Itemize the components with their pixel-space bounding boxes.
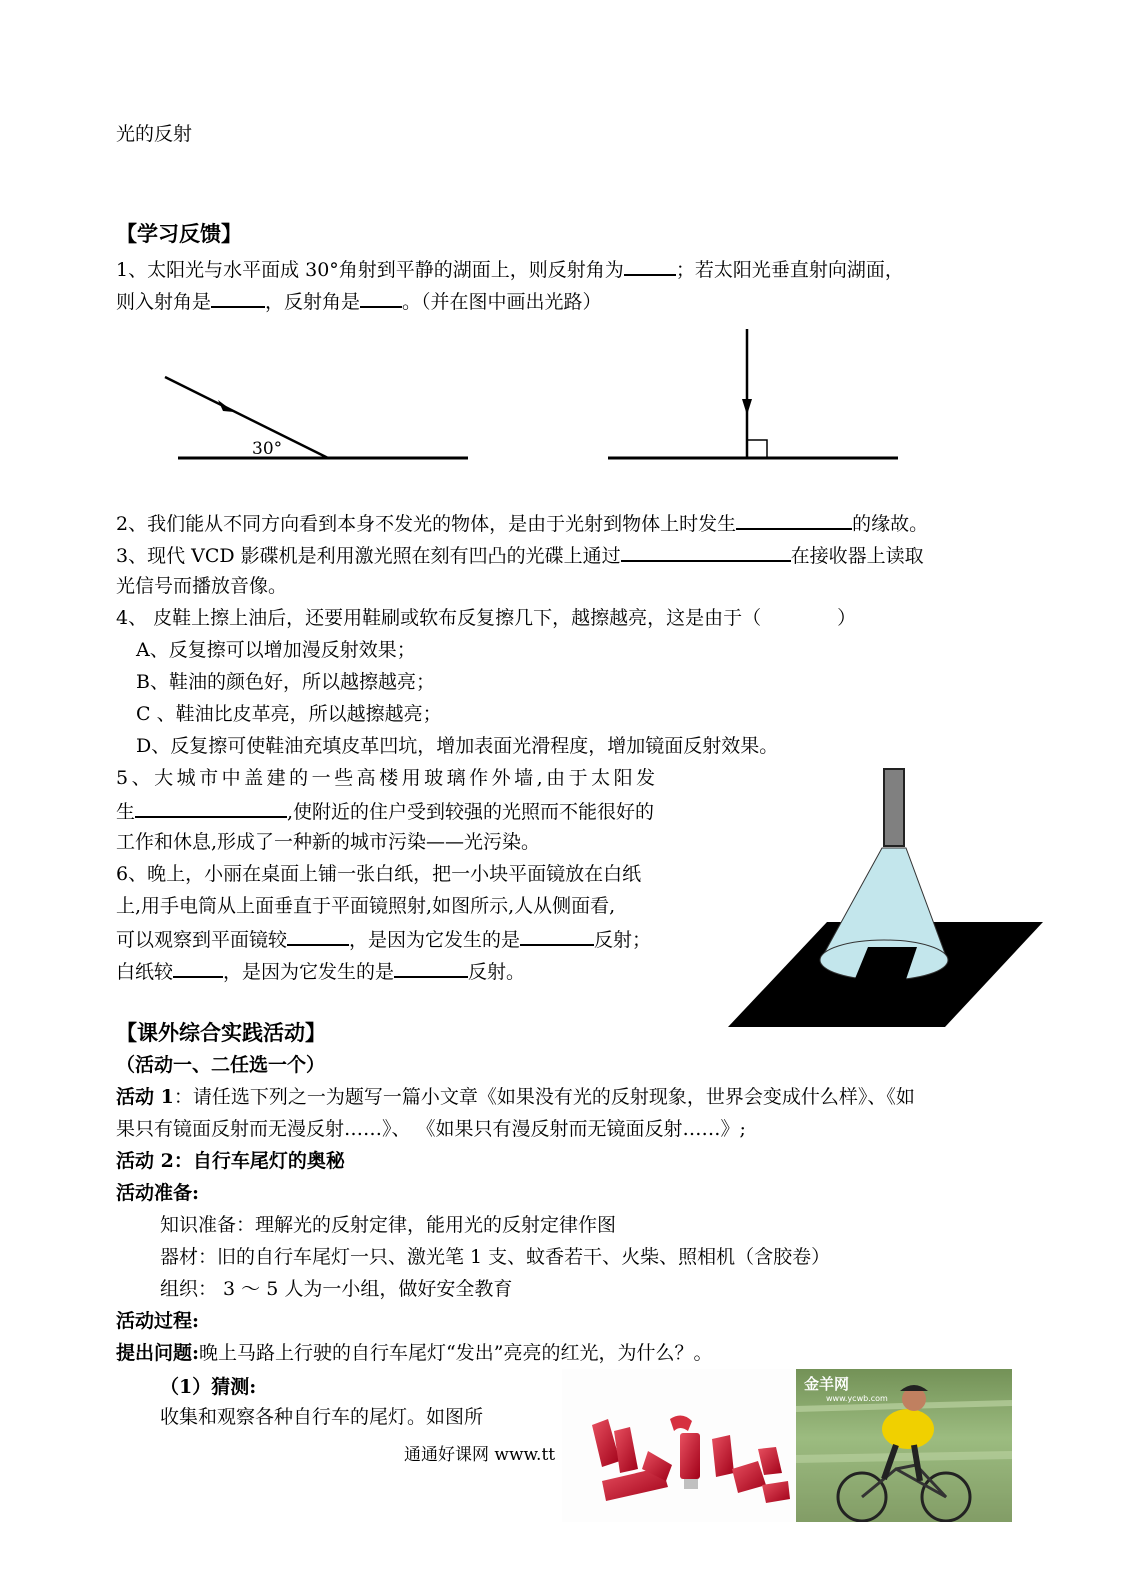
- answer-blank: [624, 256, 676, 276]
- prep-organization: 组织： 3 ～ 5 人为一小组，做好安全教育: [160, 1278, 513, 1300]
- section-heading-practice: 【课外综合实践活动】: [116, 1020, 326, 1045]
- figure-perpendicular-incidence: [600, 325, 910, 470]
- activity-process-title: 活动过程:: [116, 1310, 200, 1332]
- question-3-line-1: [116, 542, 924, 568]
- activity-1-line-1: [116, 1085, 915, 1109]
- q6-text: 反射；: [594, 929, 652, 951]
- incident-ray: [165, 377, 328, 458]
- document-title: 光的反射: [116, 123, 193, 145]
- activity-1-text: ：请任选下列之一为题写一篇小文章《如果没有光的反射现象，世界会变成什么样》、《如: [173, 1086, 915, 1108]
- answer-blank: [211, 288, 265, 308]
- guess-title: （1）猜测:: [160, 1376, 257, 1398]
- prep-knowledge: 知识准备：理解光的反射定律，能用光的反射定律作图: [160, 1214, 617, 1236]
- question-4-option-d: D、反复擦可使鞋油充填皮革凹坑，增加表面光滑程度，增加镜面反射效果。: [136, 735, 779, 757]
- answer-blank: [173, 958, 223, 978]
- q2-text-a: 2、我们能从不同方向看到本身不发光的物体，是由于光射到物体上时发生: [116, 513, 737, 535]
- question-4-stem: 4、 皮鞋上擦上油后，还要用鞋刷或软布反复擦几下，越擦越亮，这是由于（ ）: [116, 607, 857, 629]
- q5-text-c: ,使附近的住户受到较强的光照而不能很好的: [287, 801, 655, 823]
- ray-arrow-icon: [218, 400, 234, 412]
- q1-text-e: 。（并在图中画出光路）: [402, 291, 602, 313]
- activity-1-line-2: 果只有镜面反射而无漫反射……》、 《如果只有漫反射而无镜面反射……》;: [116, 1118, 746, 1140]
- taillight-piece: [680, 1433, 700, 1479]
- cyclist-illustration: [796, 1369, 1012, 1522]
- cyclist-photo: [796, 1369, 1012, 1522]
- q6-text: 白纸较: [116, 961, 174, 983]
- taillights-illustration: [562, 1369, 796, 1522]
- figure-incidence-30-degree: [160, 370, 480, 470]
- question-4-option-c: C 、鞋油比皮革亮，所以越擦越亮；: [136, 703, 442, 725]
- q1-text-d: ，反射角是: [265, 291, 361, 313]
- q3-text-a: 3、现代 VCD 影碟机是利用激光照在刻有凹凸的光碟上通过: [116, 545, 621, 567]
- q6-text: ，是因为它发生的是: [223, 961, 395, 983]
- q5-text-b: 生: [116, 801, 136, 823]
- activity-choice-note: （活动一、二任选一个）: [116, 1054, 326, 1076]
- question-1-line-2: [116, 288, 602, 314]
- taillight-piece: [762, 1481, 790, 1503]
- activity-2-title: 活动 2：自行车尾灯的奥秘: [116, 1150, 345, 1172]
- taillight-piece: [712, 1435, 734, 1477]
- q1-text-b: ；若太阳光垂直射向湖面，: [675, 259, 904, 281]
- question-5-line-3: 工作和休息,形成了一种新的城市污染——光污染。: [116, 831, 541, 853]
- activity-prep-title: 活动准备:: [116, 1182, 200, 1204]
- motion-streak: [796, 1455, 1012, 1459]
- taillights-photo: [562, 1369, 796, 1522]
- question-5-line-2: [116, 798, 654, 824]
- angle-label: 30°: [252, 439, 283, 459]
- question-1-line-1: [116, 256, 904, 282]
- q6-text: 可以观察到平面镜较: [116, 929, 288, 951]
- photo-watermark-url: www.ycwb.com: [826, 1394, 888, 1403]
- ray-arrow-icon: [742, 399, 752, 415]
- question-6-line-3: [116, 926, 651, 952]
- q3-text-b: 在接收器上读取: [790, 545, 924, 567]
- prep-equipment: 器材：旧的自行车尾灯一只、激光笔 1 支、蚊香若干、火柴、照相机（含胶卷）: [160, 1246, 831, 1268]
- question-4-option-a: A、反复擦可以增加漫反射效果；: [136, 639, 416, 661]
- cyclist-jersey: [882, 1409, 934, 1449]
- q6-text: ，是因为它发生的是: [349, 929, 521, 951]
- right-angle-mark: [747, 440, 767, 458]
- question-2: [116, 510, 928, 536]
- activity-1-label: 活动 1: [116, 1086, 174, 1108]
- question-6-line-2: 上,用手电筒从上面垂直于平面镜照射,如图所示,人从侧面看,: [116, 895, 616, 917]
- raise-question-text: 晚上马路上行驶的自行车尾灯“发出”亮亮的红光，为什么？。: [199, 1342, 713, 1364]
- answer-blank: [360, 288, 402, 308]
- q6-text: 反射。: [468, 961, 526, 983]
- guess-text: 收集和观察各种自行车的尾灯。如图所: [160, 1406, 484, 1428]
- question-5-line-1: 5、大城市中盖建的一些高楼用玻璃作外墙,由于太阳发: [116, 767, 659, 789]
- flashlight-body: [884, 769, 904, 846]
- question-3-line-2: 光信号而播放音像。: [116, 575, 288, 597]
- question-6-line-1: 6、晚上，小丽在桌面上铺一张白纸，把一小块平面镜放在白纸: [116, 863, 642, 885]
- photo-watermark: 金羊网: [804, 1375, 850, 1393]
- taillight-piece: [614, 1427, 638, 1473]
- taillight-piece: [670, 1415, 692, 1431]
- taillight-piece: [758, 1447, 782, 1475]
- figure-flashlight-mirror: [725, 765, 1050, 1033]
- raise-question-label: 提出问题:: [116, 1342, 200, 1364]
- q1-text-c: 则入射角是: [116, 291, 212, 313]
- answer-blank: [520, 926, 594, 946]
- answer-blank: [287, 926, 349, 946]
- answer-blank: [135, 798, 287, 818]
- answer-blank: [736, 510, 852, 530]
- raise-question: [116, 1341, 712, 1365]
- question-6-line-4: [116, 958, 525, 984]
- taillight-piece: [732, 1461, 766, 1493]
- question-4-option-b: B、鞋油的颜色好，所以越擦越亮；: [136, 671, 435, 693]
- page-footer: 通通好课网 www.tt: [404, 1445, 556, 1465]
- answer-blank: [621, 542, 791, 562]
- q1-text-a: 1、太阳光与水平面成 30°角射到平静的湖面上，则反射角为: [116, 259, 624, 281]
- section-heading-feedback: 【学习反馈】: [116, 221, 242, 246]
- q2-text-b: 的缘故。: [852, 513, 929, 535]
- taillight-mount: [684, 1479, 698, 1489]
- answer-blank: [394, 958, 468, 978]
